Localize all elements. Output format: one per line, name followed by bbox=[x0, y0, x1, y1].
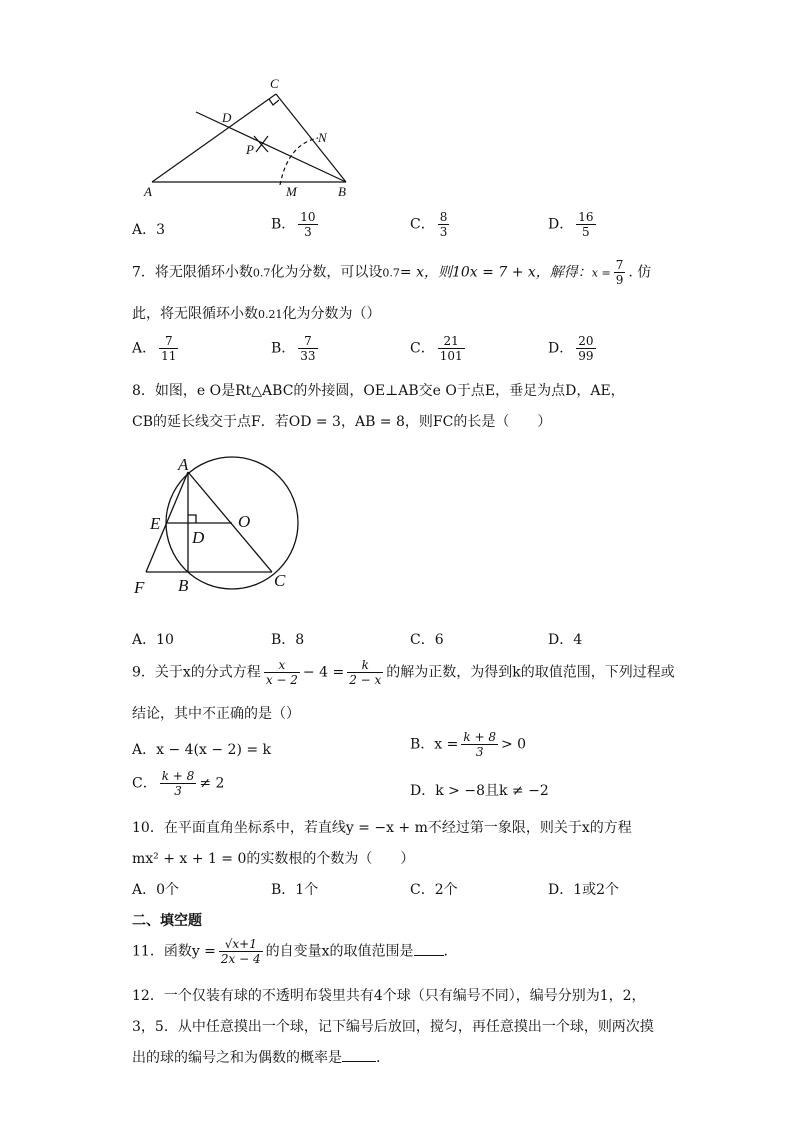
q7-option-a[interactable]: A． $\frac{7}{11}$ bbox=[132, 334, 177, 363]
q6-option-c-frac: $\frac{8}{3}$ bbox=[439, 210, 448, 239]
q10-line-1: 10．在平面直角坐标系中，若直线y = −x + m不经过第一象限，则关于x的方程 bbox=[132, 820, 632, 836]
q8-line-1: 8．如图，e O是Rt△ABC的外接圆，OE⊥AB交e O于点E，垂足为点D，AE， bbox=[132, 383, 625, 399]
segment-db bbox=[196, 112, 346, 182]
q11-answer-blank[interactable] bbox=[414, 943, 444, 956]
q9-frac-2: $\frac{k}{2 - x}$ bbox=[349, 658, 382, 687]
q7-solution-frac: $\frac{7}{9}$ bbox=[615, 258, 624, 287]
q11-frac: $\frac{√x+1}{2x - 4}$ bbox=[220, 937, 261, 966]
repeating-decimal-1: 0.7 bbox=[252, 266, 271, 280]
section-heading: 二、填空题 bbox=[132, 913, 202, 929]
label-b: B bbox=[338, 184, 346, 199]
label-d: D bbox=[192, 528, 205, 547]
q6-option-b-frac: $\frac{10}{3}$ bbox=[300, 210, 316, 239]
q6-option-b[interactable] bbox=[271, 210, 321, 239]
q6-option-a[interactable]: A．3 bbox=[132, 222, 166, 238]
q6-option-c-label: C． bbox=[410, 216, 435, 233]
q7-option-c[interactable]: C． $\frac{21}{101}$ bbox=[410, 334, 463, 363]
q9-frac-1: $\frac{x}{x - 2}$ bbox=[265, 658, 298, 687]
q12-line-1: 12．一个仅装有球的不透明布袋里共有4个球（只有编号不同），编号分别为1，2， bbox=[132, 988, 646, 1004]
q8-option-a[interactable]: A．10 bbox=[132, 632, 174, 648]
label-e: E bbox=[150, 514, 161, 533]
repeating-decimal-2: 0.7 bbox=[382, 266, 400, 280]
segment-ac bbox=[188, 472, 272, 572]
label-p: P bbox=[246, 142, 254, 157]
q10-option-d[interactable]: D．1或2个 bbox=[548, 882, 620, 898]
q8-line-2: CB的延长线交于点F．若OD = 3，AB = 8，则FC的长是（ ） bbox=[132, 414, 552, 430]
q12-line-3: 出的球的编号之和为偶数的概率是 . bbox=[132, 1050, 381, 1066]
triangle-figure-1 bbox=[140, 72, 360, 202]
q7-line-2: 此，将无限循环小数0.21化为分数为（） bbox=[132, 306, 381, 322]
arc-mn bbox=[280, 138, 318, 185]
q10-line-2: mx² + x + 1 = 0的实数根的个数为（ ） bbox=[132, 851, 415, 867]
q8-option-b[interactable]: B．8 bbox=[271, 632, 305, 648]
q6-option-d[interactable] bbox=[548, 210, 599, 239]
q9-option-b[interactable]: B．x = $\frac{k + 8}{3}$ > 0 bbox=[410, 730, 527, 759]
q8-option-c[interactable]: C．6 bbox=[410, 632, 444, 648]
q9-line-2: 结论，其中不正确的是（） bbox=[132, 706, 300, 722]
label-b: B bbox=[178, 576, 189, 595]
q7-option-b[interactable]: B． $\frac{7}{33}$ bbox=[271, 334, 316, 363]
q7-option-d[interactable]: D． $\frac{20}{99}$ bbox=[548, 334, 594, 363]
segment-ac bbox=[152, 94, 276, 182]
q8-option-d[interactable]: D．4 bbox=[548, 632, 583, 648]
q6-option-b-label: B． bbox=[271, 216, 296, 233]
q9-option-a[interactable]: A．x − 4(x − 2) = k bbox=[132, 742, 272, 758]
q6-option-d-label: D． bbox=[548, 216, 574, 233]
q9-option-c[interactable]: C． $\frac{k + 8}{3}$ ≠ 2 bbox=[132, 769, 225, 798]
label-f: F bbox=[134, 578, 145, 597]
q9-line-1: 9．关于x的分式方程 $\frac{x}{x - 2}$ − 4 = $\frac{k}{2 - x}$ 的解为正数，为得到k的取值范围，下列过程或 bbox=[132, 658, 675, 687]
right-angle-mark bbox=[269, 99, 279, 105]
circle-figure-2 bbox=[128, 452, 308, 602]
q10-option-c[interactable]: C．2个 bbox=[410, 882, 458, 898]
label-o: O bbox=[238, 512, 251, 531]
label-a: A bbox=[178, 455, 189, 474]
q7-line-1: 7．将无限循环小数0.7化为分数，可以设0.7= x，则10x = 7 + x，解得：x = $\frac{7}{9}$ . 仿 bbox=[132, 258, 652, 287]
q6-option-d-frac: $\frac{16}{5}$ bbox=[578, 210, 594, 239]
q12-answer-blank[interactable] bbox=[342, 1049, 376, 1062]
segment-cb bbox=[276, 94, 346, 182]
q6-option-c[interactable] bbox=[410, 210, 452, 239]
label-c: C bbox=[274, 571, 286, 590]
q10-option-a[interactable]: A．0个 bbox=[132, 882, 180, 898]
label-d: D bbox=[222, 110, 232, 125]
label-m: M bbox=[286, 184, 297, 199]
repeating-decimal-3: 0.21 bbox=[258, 308, 283, 321]
q10-option-b[interactable]: B．1个 bbox=[271, 882, 319, 898]
q12-line-2: 3，5．从中任意摸出一个球，记下编号后放回，搅匀，再任意摸出一个球，则两次摸 bbox=[132, 1019, 654, 1035]
label-n: N bbox=[318, 130, 327, 145]
label-c: C bbox=[270, 76, 279, 91]
label-a: A bbox=[144, 184, 152, 199]
right-angle-mark bbox=[188, 515, 196, 523]
q9-option-d[interactable]: D．k > −8且k ≠ −2 bbox=[410, 783, 549, 799]
q11-line: 11．函数y = $\frac{√x+1}{2x - 4}$ 的自变量x的取值范围是 . bbox=[132, 937, 448, 966]
